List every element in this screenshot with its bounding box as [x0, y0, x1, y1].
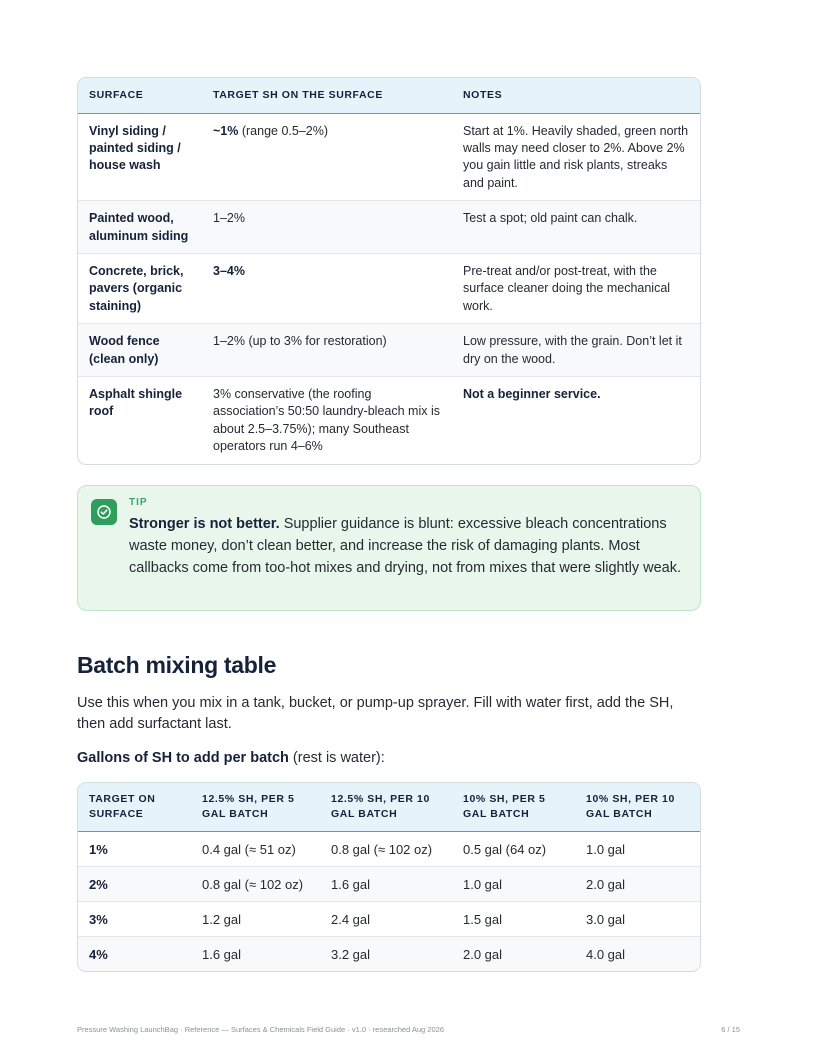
table-cell: 1.6 gal [191, 937, 320, 972]
target-cell: 4% [78, 937, 191, 972]
tip-callout [77, 485, 701, 611]
table-cell: 1.0 gal [452, 867, 575, 902]
table-cell: 2.0 gal [575, 867, 701, 902]
table-row [78, 867, 701, 902]
target-text: (range 0.5–2%) [238, 123, 329, 138]
notes-cell: Test a spot; old paint can chalk. [452, 201, 701, 254]
table-caption-text: (rest is water): [288, 749, 385, 766]
target-emphasis: ~1% [213, 123, 239, 138]
table-cell: 1.6 gal [320, 867, 452, 902]
table-row [78, 832, 701, 867]
target-cell: 1% [89, 842, 108, 858]
surface-cell: Vinyl siding / painted siding / house wash [89, 123, 181, 173]
section-intro: Use this when you mix in a tank, bucket, or pump-up sprayer. Fill with water first, add the SH, then add surfactant last. [77, 694, 674, 732]
table-cell: 1.2 gal [191, 902, 320, 937]
page-number: 6 / 15 [721, 1025, 740, 1034]
surface-cell: Wood fence (clean only) [78, 324, 202, 377]
check-circle-icon [91, 499, 117, 525]
table-cell: 4.0 gal [575, 937, 701, 972]
surfaces-table [77, 77, 701, 465]
column-header: TARGET ON SURFACE [78, 783, 191, 832]
mixing-table [77, 782, 701, 973]
table-row [78, 937, 701, 972]
column-header-surface: SURFACE [78, 78, 202, 113]
target-cell [202, 253, 452, 323]
table-cell: 0.8 gal (≈ 102 oz) [331, 842, 433, 858]
target-text: 1–2% (up to 3% for restoration) [213, 334, 387, 349]
surface-cell: Asphalt shingle roof [78, 376, 202, 463]
table-cell: 1.0 gal [586, 842, 626, 858]
table-caption [77, 748, 701, 769]
table-caption-emphasis: Gallons of SH to add per batch [77, 749, 289, 766]
target-cell [202, 201, 452, 254]
target-text: 1–2% [213, 211, 245, 226]
table-cell: 3.2 gal [320, 937, 452, 972]
table-row [78, 324, 701, 377]
target-emphasis: 3–4% [213, 263, 245, 278]
target-cell [202, 324, 452, 377]
notes-cell: Start at 1%. Heavily shaded, green north walls may need closer to 2%. Above 2% you gain little and risk plants, streaks and paint. [463, 123, 689, 190]
tip-lead: Stronger is not better. [129, 515, 280, 532]
tip-label: TIP [129, 496, 148, 508]
surface-cell: Concrete, brick, pavers (organic staining) [78, 253, 202, 323]
notes-cell [452, 376, 701, 463]
table-header-row [78, 783, 701, 832]
column-header-target: TARGET SH ON THE SURFACE [202, 78, 452, 113]
target-cell: 2% [78, 867, 191, 902]
footer-text: Pressure Washing LaunchBag · Reference — Surfaces & Chemicals Field Guide · v1.0 · researched Aug 2026 [77, 1025, 444, 1034]
table-header-row [78, 78, 701, 113]
surface-cell: Painted wood, aluminum siding [78, 201, 202, 254]
table-row [78, 201, 701, 254]
target-cell [202, 113, 452, 201]
column-header: 12.5% SH, PER 10 GAL BATCH [320, 783, 452, 832]
table-cell: 0.8 gal (≈ 102 oz) [191, 867, 320, 902]
section-heading: Batch mixing table [77, 651, 277, 678]
table-cell: 1.5 gal [452, 902, 575, 937]
notes-cell: Pre-treat and/or post-treat, with the surface cleaner doing the mechanical work. [452, 253, 701, 323]
column-header: 10% SH, PER 5 GAL BATCH [452, 783, 575, 832]
page-content [77, 77, 701, 972]
target-cell [202, 376, 452, 463]
table-cell: 0.5 gal (64 oz) [463, 842, 547, 858]
notes-cell: Low pressure, with the grain. Don’t let it dry on the wood. [452, 324, 701, 377]
table-cell: 3.0 gal [575, 902, 701, 937]
table-cell: 0.4 gal (≈ 51 oz) [202, 842, 296, 858]
target-text: 3% conservative (the roofing association’s 50:50 laundry-bleach mix is about 2.5–3.75%); many Southeast operators run 4–6% [213, 386, 440, 454]
notes-emphasis: Not a beginner service. [463, 386, 601, 401]
table-row [78, 376, 701, 463]
table-cell: 2.4 gal [320, 902, 452, 937]
column-header: 10% SH, PER 10 GAL BATCH [575, 783, 701, 832]
column-header-notes: NOTES [452, 78, 701, 113]
target-cell: 3% [78, 902, 191, 937]
table-row [78, 253, 701, 323]
table-row [78, 902, 701, 937]
page-footer [77, 1025, 740, 1034]
tip-body: Supplier guidance is blunt: excessive bleach concentrations waste money, don’t clean better, and increase the risk of damaging plants. Most callbacks come from too-hot mixes and drying, not from mixes that were slightly weak. [129, 515, 682, 576]
column-header: 12.5% SH, PER 5 GAL BATCH [191, 783, 320, 832]
table-cell: 2.0 gal [452, 937, 575, 972]
tip-text [129, 513, 684, 579]
table-row [78, 113, 701, 201]
